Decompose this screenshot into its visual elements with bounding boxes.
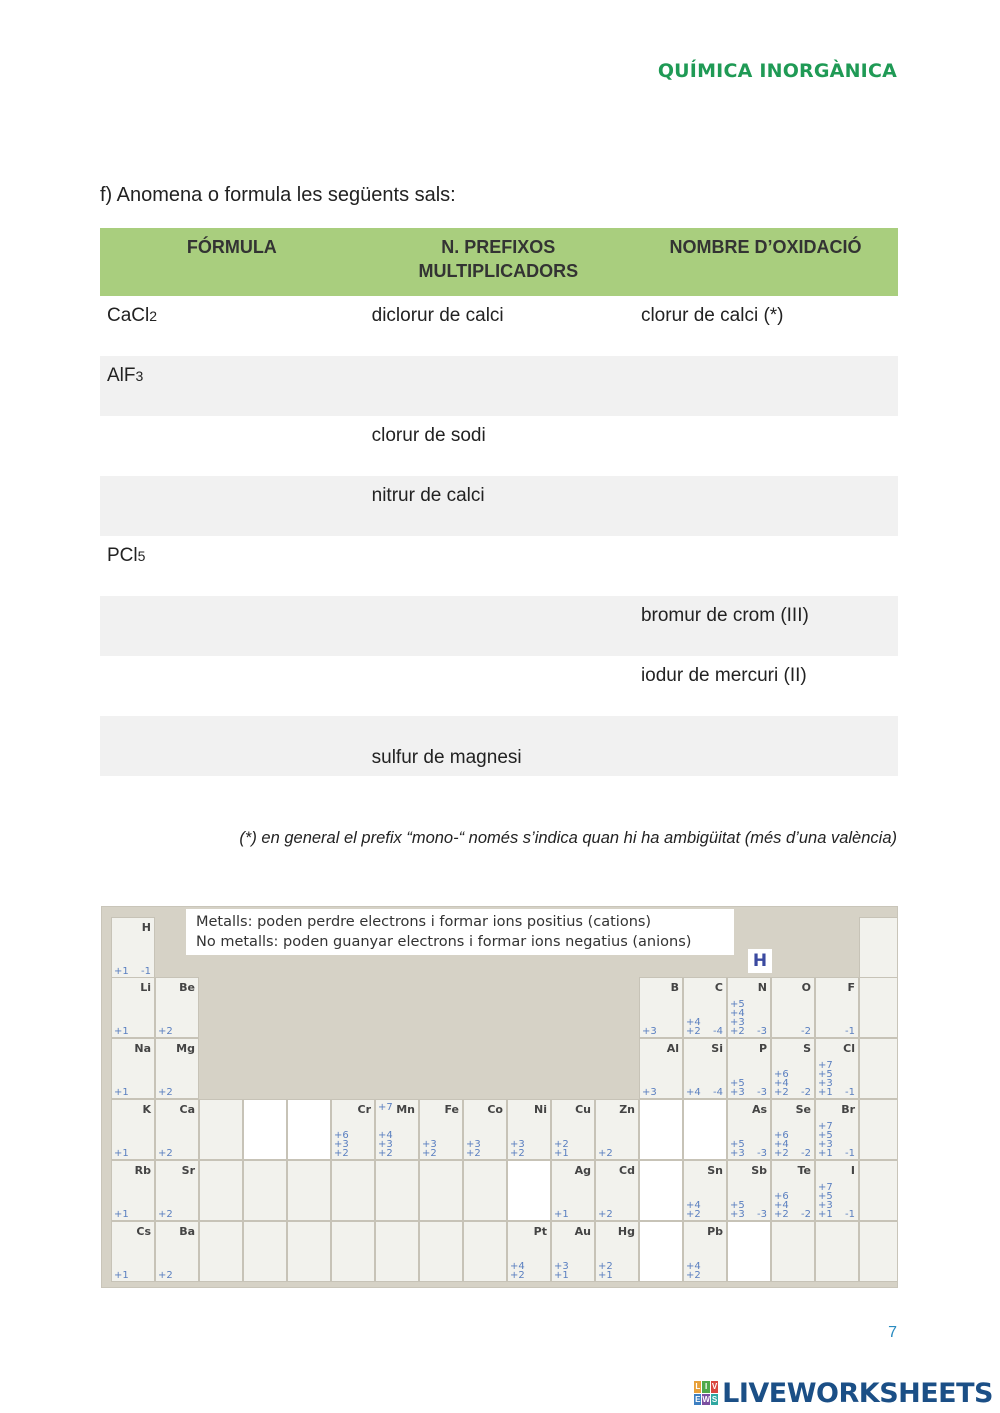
- element-symbol: Cs: [136, 1225, 151, 1238]
- empty-element-cell: [287, 1099, 331, 1160]
- element-li: [111, 977, 155, 1038]
- element-symbol: Au: [574, 1225, 591, 1238]
- positive-oxidation-states: +7 +5 +3 +1: [818, 1060, 833, 1098]
- header-oxidation: NOMBRE D’OXIDACIÓ: [633, 228, 898, 296]
- brand-logo: [694, 1378, 993, 1408]
- element-cu: [551, 1099, 595, 1160]
- element-te: [771, 1160, 815, 1221]
- positive-oxidation-states: +2: [598, 1148, 613, 1159]
- element-co: [463, 1099, 507, 1160]
- brand-name: LIVEWORKSHEETS: [722, 1377, 993, 1409]
- element-symbol: Ni: [534, 1103, 547, 1116]
- element-cr: [331, 1099, 375, 1160]
- empty-element-cell: [419, 1160, 463, 1221]
- element-symbol: Mg: [176, 1042, 195, 1055]
- legend-nonmetals: No metalls: poden guanyar electrons i formar ions negatius (anions): [196, 934, 692, 950]
- element-symbol: C: [714, 981, 723, 994]
- element-symbol: Na: [134, 1042, 151, 1055]
- formula-cell[interactable]: [100, 596, 364, 656]
- element-symbol: H: [141, 921, 151, 934]
- liveworksheets-icon: L I V E W S: [695, 1382, 718, 1404]
- negative-oxidation-state: -2: [801, 1087, 811, 1098]
- element-symbol: As: [751, 1103, 767, 1116]
- element-h: [111, 917, 155, 978]
- positive-oxidation-states: +6 +3 +2: [334, 1130, 349, 1159]
- empty-element-cell: [331, 1160, 375, 1221]
- negative-oxidation-state: -2: [801, 1209, 811, 1220]
- positive-oxidation-states: +5 +3: [730, 1139, 745, 1159]
- element-sr: [155, 1160, 199, 1221]
- element-f: [815, 977, 859, 1038]
- positive-oxidation-states: +2: [158, 1209, 173, 1220]
- empty-element-cell: [859, 977, 898, 1038]
- table-row: [100, 356, 898, 416]
- element-sn: [683, 1160, 727, 1221]
- oxidation-name-cell[interactable]: [633, 356, 898, 416]
- element-ba: [155, 1221, 199, 1282]
- element-symbol: Be: [179, 981, 195, 994]
- element-symbol: Cu: [575, 1103, 591, 1116]
- empty-element-cell: [463, 1221, 507, 1282]
- prefix-name-cell[interactable]: nitrur de calci: [364, 476, 633, 536]
- element-ag: [551, 1160, 595, 1221]
- element-al: [639, 1038, 683, 1099]
- negative-oxidation-state: -1: [845, 1087, 855, 1098]
- positive-oxidation-states: +2: [158, 1087, 173, 1098]
- formula-cell[interactable]: CaCl2: [107, 305, 158, 326]
- positive-oxidation-states: +4 +3 +2: [378, 1130, 393, 1159]
- table-row: [100, 416, 898, 476]
- element-sb: [727, 1160, 771, 1221]
- element-br: [815, 1099, 859, 1160]
- element-pt: [507, 1221, 551, 1282]
- element-symbol: Se: [795, 1103, 811, 1116]
- empty-element-cell: [771, 1221, 815, 1282]
- table-row: [100, 296, 898, 356]
- empty-element-cell: [287, 1160, 331, 1221]
- element-as: [727, 1099, 771, 1160]
- positive-oxidation-states: +6 +4 +2: [774, 1130, 789, 1159]
- positive-oxidation-states: +1: [114, 1087, 129, 1098]
- empty-element-cell: [287, 1221, 331, 1282]
- element-symbol: Mn: [396, 1103, 415, 1116]
- positive-oxidation-states: +2: [158, 1270, 173, 1281]
- positive-oxidation-states: +7 +5 +3 +1: [818, 1121, 833, 1159]
- positive-oxidation-states: +1: [114, 1209, 129, 1220]
- oxidation-name-cell[interactable]: [633, 476, 898, 536]
- page-number: 7: [888, 1324, 897, 1341]
- empty-element-cell: [375, 1221, 419, 1282]
- empty-element-cell: [727, 1221, 771, 1282]
- positive-oxidation-states: +3 +1: [554, 1261, 569, 1281]
- element-symbol: P: [758, 1042, 767, 1055]
- element-rb: [111, 1160, 155, 1221]
- oxidation-name-cell[interactable]: bromur de crom (III): [633, 596, 898, 656]
- table-row: [100, 596, 898, 656]
- positive-oxidation-states: +2: [158, 1148, 173, 1159]
- empty-element-cell: [199, 1221, 243, 1282]
- element-ca: [155, 1099, 199, 1160]
- element-symbol: S: [803, 1042, 811, 1055]
- positive-oxidation-states: +3 +2: [510, 1139, 525, 1159]
- element-au: [551, 1221, 595, 1282]
- element-hg: [595, 1221, 639, 1282]
- empty-element-cell: [419, 1221, 463, 1282]
- empty-element-cell: [331, 1221, 375, 1282]
- periodic-table-image: [101, 906, 898, 1288]
- element-symbol: I: [850, 1164, 855, 1177]
- top-oxidation-state: +7: [378, 1102, 393, 1113]
- element-cl: [815, 1038, 859, 1099]
- header-prefixes: N. PREFIXOS MULTIPLICADORS: [364, 228, 633, 296]
- formula-cell[interactable]: AlF3: [100, 356, 364, 416]
- element-cs: [111, 1221, 155, 1282]
- element-symbol: Al: [666, 1042, 679, 1055]
- negative-oxidation-state: -3: [757, 1148, 767, 1159]
- positive-oxidation-states: +2: [158, 1026, 173, 1037]
- prefix-name-cell[interactable]: [364, 356, 633, 416]
- empty-element-cell: [639, 1160, 683, 1221]
- element-mg: [155, 1038, 199, 1099]
- element-symbol: Ba: [179, 1225, 195, 1238]
- element-symbol: N: [757, 981, 767, 994]
- element-symbol: O: [801, 981, 811, 994]
- element-symbol: Cl: [843, 1042, 855, 1055]
- empty-element-cell: [199, 1099, 243, 1160]
- oxidation-name-cell[interactable]: [633, 416, 898, 476]
- element-pb: [683, 1221, 727, 1282]
- positive-oxidation-states: +6 +4 +2: [774, 1069, 789, 1098]
- positive-oxidation-states: +4: [686, 1087, 701, 1098]
- positive-oxidation-states: +3: [642, 1026, 657, 1037]
- positive-oxidation-states: +5 +4 +3 +2: [730, 999, 745, 1037]
- positive-oxidation-states: +3 +2: [466, 1139, 481, 1159]
- element-n: [727, 977, 771, 1038]
- element-symbol: Cr: [357, 1103, 371, 1116]
- section-title: QUÍMICA INORGÀNICA: [657, 60, 897, 82]
- positive-oxidation-states: +4 +2: [686, 1261, 701, 1281]
- element-zn: [595, 1099, 639, 1160]
- element-symbol: Pt: [533, 1225, 547, 1238]
- element-se: [771, 1099, 815, 1160]
- prefix-name-cell[interactable]: [364, 656, 633, 716]
- element-s: [771, 1038, 815, 1099]
- element-fe: [419, 1099, 463, 1160]
- element-symbol: Si: [711, 1042, 723, 1055]
- exercise-instruction: f) Anomena o formula les següents sals:: [100, 184, 456, 206]
- positive-oxidation-states: +6 +4 +2: [774, 1191, 789, 1220]
- oxidation-name-cell[interactable]: [633, 716, 898, 776]
- empty-element-cell: [243, 1221, 287, 1282]
- formula-cell[interactable]: [100, 416, 364, 476]
- positive-oxidation-states: +4 +2: [510, 1261, 525, 1281]
- positive-oxidation-states: +3 +2: [422, 1139, 437, 1159]
- table-row: [100, 476, 898, 536]
- empty-element-cell: [243, 1160, 287, 1221]
- negative-oxidation-state: -1: [141, 966, 151, 977]
- negative-oxidation-state: -4: [713, 1026, 723, 1037]
- element-symbol: Li: [140, 981, 151, 994]
- hydrogen-label: H: [748, 949, 772, 973]
- formula-cell[interactable]: [100, 716, 364, 776]
- element-symbol: Hg: [617, 1225, 635, 1238]
- element-symbol: Pb: [707, 1225, 723, 1238]
- element-symbol: Fe: [444, 1103, 459, 1116]
- empty-element-cell: [859, 1160, 898, 1221]
- salts-table: [100, 228, 898, 776]
- element-symbol: Zn: [619, 1103, 635, 1116]
- formula-cell[interactable]: PCl5: [107, 545, 146, 566]
- element-na: [111, 1038, 155, 1099]
- element-symbol: Ag: [574, 1164, 591, 1177]
- negative-oxidation-state: -1: [845, 1148, 855, 1159]
- legend-metals: Metalls: poden perdre electrons i formar ions positius (cations): [196, 914, 652, 930]
- empty-element-cell: [639, 1099, 683, 1160]
- element-mn: [375, 1099, 419, 1160]
- oxidation-name-cell[interactable]: [633, 536, 898, 596]
- element-symbol: Sn: [707, 1164, 723, 1177]
- metals-legend: [186, 909, 734, 955]
- empty-element-cell: [243, 1099, 287, 1160]
- element-symbol: Sb: [751, 1164, 767, 1177]
- negative-oxidation-state: -2: [801, 1026, 811, 1037]
- positive-oxidation-states: +3: [642, 1087, 657, 1098]
- positive-oxidation-states: +1: [114, 1148, 129, 1159]
- table-row: [100, 716, 898, 776]
- element-o: [771, 977, 815, 1038]
- positive-oxidation-states: +7 +5 +3 +1: [818, 1182, 833, 1220]
- negative-oxidation-state: -2: [801, 1148, 811, 1159]
- element-symbol: K: [142, 1103, 151, 1116]
- element-be: [155, 977, 199, 1038]
- empty-element-cell: [463, 1160, 507, 1221]
- prefix-name-cell[interactable]: sulfur de magnesi: [364, 716, 633, 776]
- positive-oxidation-states: +2 +1: [598, 1261, 613, 1281]
- negative-oxidation-state: -3: [757, 1209, 767, 1220]
- positive-oxidation-states: +2 +1: [554, 1139, 569, 1159]
- positive-oxidation-states: +1: [114, 1270, 129, 1281]
- positive-oxidation-states: +5 +3: [730, 1078, 745, 1098]
- element-symbol: Co: [487, 1103, 503, 1116]
- positive-oxidation-states: +1: [554, 1209, 569, 1220]
- element-k: [111, 1099, 155, 1160]
- empty-element-cell: [199, 1160, 243, 1221]
- empty-element-cell: [507, 1160, 551, 1221]
- prefix-name-cell[interactable]: clorur de sodi: [371, 425, 486, 446]
- prefix-name-cell[interactable]: [364, 536, 633, 596]
- element-symbol: Ca: [179, 1103, 195, 1116]
- element-symbol: Sr: [181, 1164, 195, 1177]
- negative-oxidation-state: -3: [757, 1087, 767, 1098]
- empty-element-cell: [815, 1221, 859, 1282]
- element-b: [639, 977, 683, 1038]
- empty-element-cell: [859, 1038, 898, 1099]
- element-ni: [507, 1099, 551, 1160]
- element-cd: [595, 1160, 639, 1221]
- empty-element-cell: [859, 1221, 898, 1282]
- element-c: [683, 977, 727, 1038]
- element-symbol: Rb: [134, 1164, 151, 1177]
- table-row: [100, 656, 898, 716]
- formula-cell[interactable]: [100, 656, 364, 716]
- oxidation-name-cell[interactable]: iodur de mercuri (II): [640, 665, 807, 686]
- table-header-row: [100, 228, 898, 296]
- positive-oxidation-states: +1: [114, 966, 129, 977]
- negative-oxidation-state: -4: [713, 1087, 723, 1098]
- positive-oxidation-states: +5 +3: [730, 1200, 745, 1220]
- positive-oxidation-states: +2: [598, 1209, 613, 1220]
- element-symbol: Cd: [619, 1164, 635, 1177]
- footnote: (*) en general el prefix “mono-“ només s’indica quan hi ha ambigüitat (més d’una valència): [239, 829, 897, 847]
- element-symbol: Br: [841, 1103, 855, 1116]
- table-row: [100, 536, 898, 596]
- positive-oxidation-states: +1: [114, 1026, 129, 1037]
- positive-oxidation-states: +4 +2: [686, 1200, 701, 1220]
- element-symbol: F: [847, 981, 855, 994]
- formula-cell[interactable]: [100, 476, 364, 536]
- element-symbol: B: [670, 981, 679, 994]
- oxidation-name-cell[interactable]: clorur de calci (*): [640, 305, 784, 326]
- empty-element-cell: [639, 1221, 683, 1282]
- positive-oxidation-states: +4 +2: [686, 1017, 701, 1037]
- element-i: [815, 1160, 859, 1221]
- negative-oxidation-state: -1: [845, 1026, 855, 1037]
- empty-element-cell: [375, 1160, 419, 1221]
- empty-element-cell: [859, 917, 898, 978]
- prefix-name-cell[interactable]: [364, 596, 633, 656]
- element-si: [683, 1038, 727, 1099]
- element-p: [727, 1038, 771, 1099]
- negative-oxidation-state: -3: [757, 1026, 767, 1037]
- prefix-name-cell[interactable]: diclorur de calci: [371, 305, 504, 326]
- negative-oxidation-state: -1: [845, 1209, 855, 1220]
- empty-element-cell: [683, 1099, 727, 1160]
- element-symbol: Te: [797, 1164, 811, 1177]
- header-formula: FÓRMULA: [100, 228, 364, 296]
- empty-element-cell: [859, 1099, 898, 1160]
